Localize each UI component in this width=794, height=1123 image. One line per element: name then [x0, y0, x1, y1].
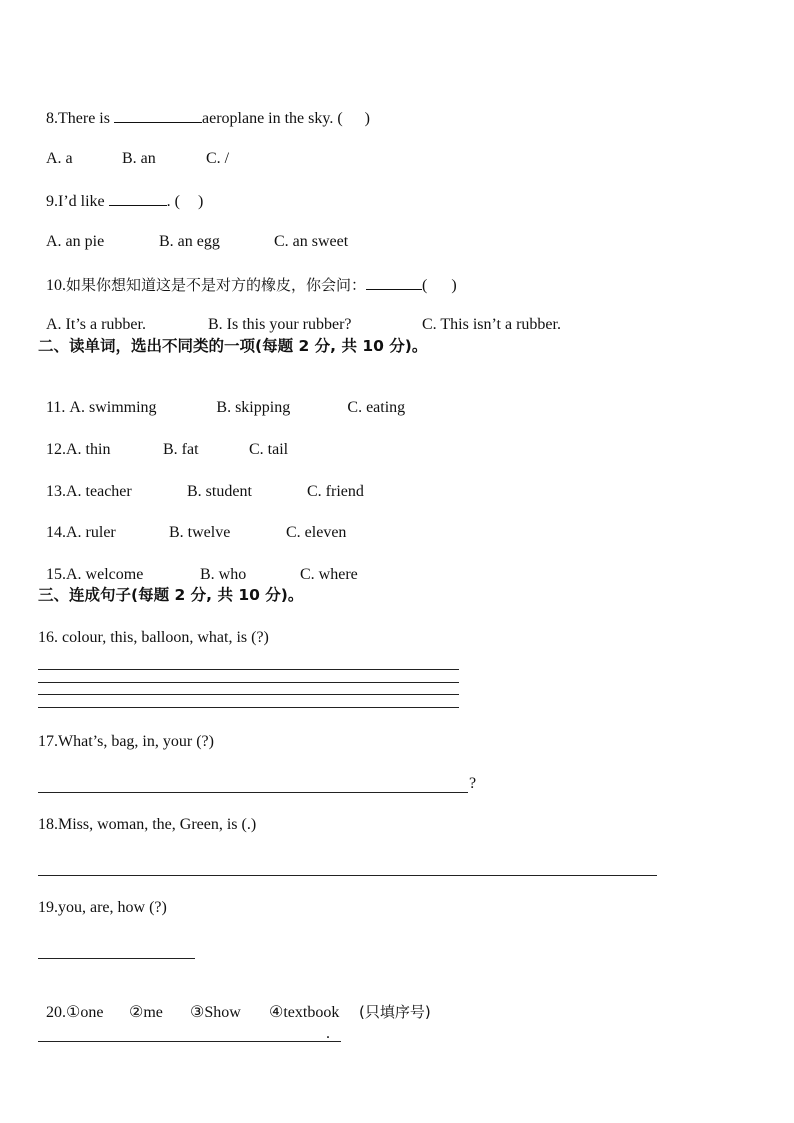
q10-option-b[interactable]: B. Is this your rubber? [208, 316, 352, 333]
q12-option-a[interactable]: A. thin [66, 441, 111, 458]
q20-item-2: ②me [129, 1004, 163, 1021]
q9-option-c[interactable]: C. an sweet [274, 233, 349, 250]
q9-paren-close: ) [197, 193, 204, 210]
q12-option-c[interactable]: C. tail [249, 441, 289, 458]
q18-answer-line[interactable] [38, 875, 657, 876]
q10-option-a[interactable]: A. It’s a rubber. [46, 316, 146, 333]
question-9 [38, 170, 203, 212]
q9-option-a[interactable]: A. an pie [46, 233, 105, 250]
q10-text: 如果你想知道这是不是对方的橡皮，你会问： [66, 276, 367, 294]
q9-answer-blank[interactable] [109, 190, 167, 206]
question-16: 16. colour, this, balloon, what, is (?) [38, 629, 269, 646]
q15-option-a[interactable]: A. welcome [66, 566, 144, 583]
q14-option-c[interactable]: C. eleven [286, 524, 347, 541]
q8-option-c[interactable]: C. / [206, 150, 230, 167]
q10-paren-open: ( [422, 277, 428, 294]
q9-option-b[interactable]: B. an egg [159, 233, 220, 250]
q14-number: 14. [46, 524, 66, 541]
q10-number: 10. [46, 277, 66, 294]
question-10 [38, 254, 457, 296]
q11-option-a[interactable]: A. swimming [69, 399, 157, 416]
q8-option-b[interactable]: B. an [122, 150, 156, 167]
q15-option-b[interactable]: B. who [200, 566, 247, 583]
q20-note: (只填序号) [359, 1003, 431, 1021]
q20-item-1: ①one [66, 1004, 104, 1021]
question-18: 18.Miss, woman, the, Green, is (.) [38, 816, 257, 833]
q11-option-c[interactable]: C. eating [347, 399, 406, 416]
q10-paren-close: ) [451, 277, 457, 294]
q13-option-c[interactable]: C. friend [307, 483, 364, 500]
question-19: 19.you, are, how (?) [38, 899, 167, 916]
q20-item-3: ③Show [190, 1004, 241, 1021]
q10-options [38, 295, 561, 335]
q9-text-end: . ( [166, 193, 180, 210]
question-13 [38, 462, 364, 502]
q9-options [38, 212, 348, 252]
q10-option-c[interactable]: C. This isn’t a rubber. [422, 316, 561, 333]
question-15 [38, 545, 358, 585]
q11-number: 11. [46, 399, 70, 416]
q20-answer-line[interactable] [38, 1041, 341, 1042]
q10-answer-blank[interactable] [366, 274, 422, 290]
q8-paren-close: ) [364, 110, 370, 127]
q14-option-b[interactable]: B. twelve [169, 524, 231, 541]
q8-options [38, 129, 229, 169]
q17-answer-line[interactable] [38, 792, 468, 793]
q13-option-a[interactable]: A. teacher [66, 483, 132, 500]
q9-number: 9. [46, 193, 58, 210]
q8-option-a[interactable]: A. a [46, 150, 73, 167]
question-12 [38, 420, 288, 460]
section-3-heading: 三、连成句子(每题 2 分, 共 10 分)。 [38, 586, 304, 604]
q8-text-end: aeroplane in the sky. ( [201, 110, 343, 127]
q17-question-mark: ? [469, 775, 477, 792]
q15-option-c[interactable]: C. where [300, 566, 358, 583]
q20-item-4: ④textbook [269, 1004, 340, 1021]
question-11 [38, 378, 405, 418]
question-8 [38, 87, 370, 129]
q12-number: 12. [46, 441, 66, 458]
section-2-heading: 二、读单词，选出不同类的一项(每题 2 分, 共 10 分)。 [38, 337, 428, 355]
q20-number: 20. [46, 1004, 66, 1021]
q13-number: 13. [46, 483, 66, 500]
question-17: 17.What’s, bag, in, your (?) [38, 733, 214, 750]
q16-answer-line-3[interactable] [38, 694, 459, 695]
question-14 [38, 503, 346, 543]
q19-answer-line[interactable] [38, 958, 195, 959]
q12-option-b[interactable]: B. fat [163, 441, 199, 458]
q9-text: I’d like [58, 193, 109, 210]
q20-period: . [326, 1025, 330, 1042]
q8-number: 8. [46, 110, 58, 127]
q16-answer-line-2[interactable] [38, 682, 459, 683]
q16-answer-line-1[interactable] [38, 669, 459, 670]
q13-option-b[interactable]: B. student [187, 483, 252, 500]
question-20 [38, 982, 431, 1023]
q16-answer-line-4[interactable] [38, 707, 459, 708]
q8-answer-blank[interactable] [114, 107, 202, 123]
q11-option-b[interactable]: B. skipping [216, 399, 291, 416]
q15-number: 15. [46, 566, 66, 583]
q14-option-a[interactable]: A. ruler [66, 524, 116, 541]
q8-text-start: There is [58, 110, 114, 127]
